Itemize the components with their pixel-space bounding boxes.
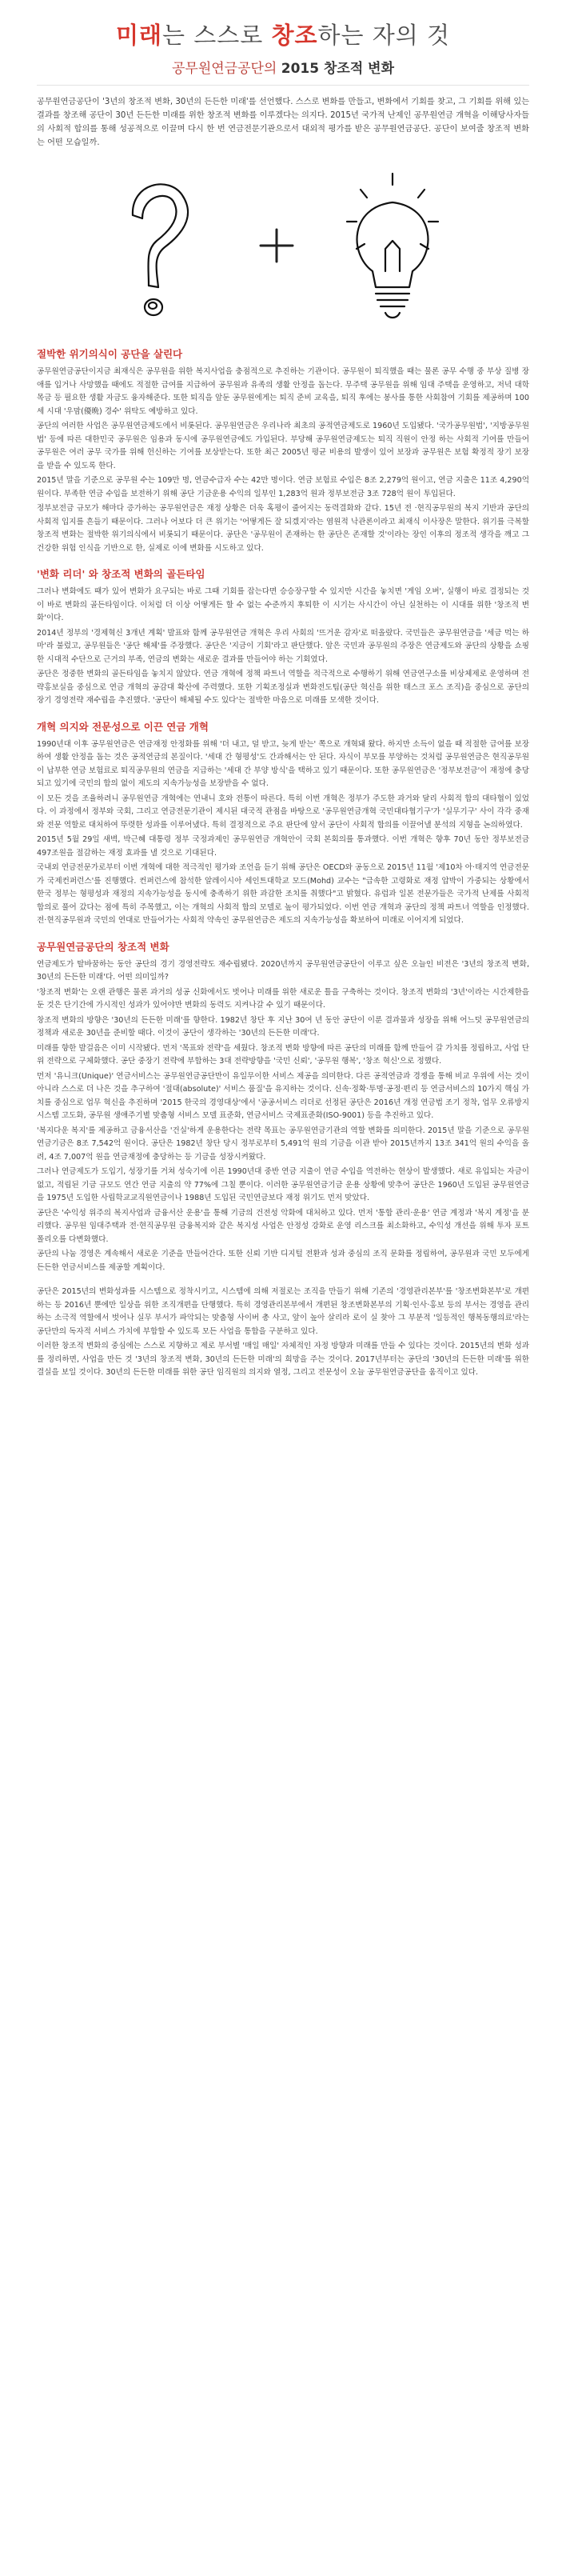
section-title-creative-change: 공무원연금공단의 창조적 변화	[37, 940, 169, 953]
section-body-creative-change	[37, 958, 529, 1275]
section-title-change-leader: '변화 리더' 와 창조적 변화의 골든타임	[37, 568, 205, 580]
paragraph: '복지다운 복지'를 제공하고 금융서산을 '건실'하게 운용한다는 전략 목표는 공무원연금기관의 역할 변화를 의미한다. 2015년 말을 기준으로 공무원연금기금은 8조 7,542억 원이다. 공단은 1982년 창단 당시 정부로부터 5,491억 원의 기금을 이관 받아 2015년까지 13조 341억 원의 수익을 올려, 4조 7,007억 원을 연금재정에 충당하는 등 기금을 성장시켜왔다.	[37, 1126, 529, 1162]
paragraph: 국내외 연금전문가로부터 이번 개혁에 대한 적극적인 평가와 조언을 듣기 위해 공단은 OECD와 공동으로 2015년 11월 '제10차 아·태지역 연금전문가 국제컨퍼런스'를 진행했다. 컨퍼런스에 참석한 알레이시아 세인트대학교 모드(Mohd) 교수는 "급속한 고령화로 재정 압박이 가중되는 상황에서 한국 정부는 형평성과 재정의 지속가능성을 동시에 충족하기 위한 과감한 조치를 취했다"고 밝혔다. 유럽과 일본 전문가들은 국가적 난제를 사회적 합의로 풀어 갔다는 점에 특히 주목했고, 이는 개혁의 사회적 합의 모델로 높이 평가되었다. 이번 연금 개혁과 공단의 정책 파트너 역할을 인정했다. 전·현직공무원과 국민의 연대로 만들어가는 사회적 약속인 공무원연금은 제도의 지속가능성을 확보하여 미래로 이어지게 되었다.	[37, 863, 529, 925]
subtitle-bold: 2015 창조적 변화	[281, 61, 395, 77]
paragraph: 그러나 변화에도 때가 있어 변화가 요구되는 바로 그때 기회를 잡는다면 승승장구할 수 있지만 시간을 놓치면 '게임 오버', 실행이 바로 결정되는 것이 바로 변화의 골든타임이다. 이처럼 더 이상 어떻게든 할 수 없는 수준까지 후퇴한 이 시기는 사시간이 아닌 실천하는 이 시대를 위한 '창조적 변화'이다.	[37, 587, 529, 622]
paragraph: 공단의 나눔 경영은 계속해서 새로운 기준을 만들어간다. 또한 신뢰 기반 디지털 전환과 성과 중심의 조직 문화를 정립하여, 공무원과 국민 모두에게 든든한 연금서비스를 제공할 계획이다.	[37, 1250, 529, 1272]
paragraph: 공단의 여러한 사업은 공무원연금제도에서 비롯된다. 공무원연금은 우리나라 최초의 공적연금제도로 1960년 도입됐다. '국가공무원법', '지방공무원법' 등에 따른 대한민국 공무원은 임용과 동시에 공무원연금에도 가입된다. 부당해 공무원연금제도는 퇴직 직원이 안정 하는 사회적 기여를 만들어 공무원은 여러 공무 국가를 위해 헌신하는 기여를 보상받는다. 또한 최근 2005년 평균 비용의 발생이 있어 보장과 공무원은 보험 확정적 장기 보장을 받을 수 있도록 한다.	[37, 422, 529, 470]
section-body-crisis	[37, 366, 529, 555]
lightbulb-icon	[347, 174, 438, 318]
paragraph: 그러나 연금제도가 도입기, 성장기를 거쳐 성숙기에 이른 1990년대 중반 연금 지출이 연금 수입을 역전하는 현상이 발생했다. 새로 유입되는 자금이 없고, 적립된 기금 규모도 연간 연금 지출의 약 77%에 그칠 뿐이다. 이러한 공무원연금기금 운용 상황에 맞추어 공단은 1960년 도입된 공무원연금을 1975년 도입한 사립학교교직원연금이나 1988년 도입된 국민연금보다 재정 위기도 먼저 맞았다.	[37, 1167, 529, 1202]
paragraph: 공단은 '수익성 위주의 복지사업과 금융서산 운용'을 통해 기금의 건전성 악화에 대처하고 있다. 먼저 '통합 관리·운용' 연금 계정과 '복지 계정'을 분리했다. 공무원 임대주택과 전·현직공무원 금융복지와 같은 복지성 사업은 안정성 강화로 운영 리스크를 최소화하고, 수익성 개선을 위해 투자 포트폴리오를 다변화했다.	[37, 1208, 529, 1244]
title-text-b: 하는 자의 것	[317, 22, 451, 49]
page-subtitle	[0, 57, 566, 77]
paragraph: 이러한 창조적 변화의 중심에는 스스로 지향하고 제로 부서별 '매일 매일' 자체적인 자정 방향과 미래를 만들 수 있다는 것이다. 2015년의 변화 성과를 정리하면, 사업을 만든 것 '3년의 창조적 변화, 30년의 든든한 미래'의 희망을 주는 것이다. 2017년부터는 공단의 '30년의 든든한 미래'를 위한 결실을 보일 것이다. 30년의 든든한 미래를 위한 공단 임직원의 의지와 열정, 그리고 전문성이 오늘 공무원연금공단을 움직이고 있다.	[37, 1342, 529, 1377]
paragraph: 연금제도가 탈바꿈하는 동안 공단의 경기 경영전략도 재수립됐다. 2020년까지 공무원연금공단이 이루고 싶은 오늘인 비전은 '3년의 창조적 변화, 30년의 든든한 미래'다. 어떤 의미일까?	[37, 959, 529, 982]
paragraph: 공단은 정중한 변화의 골든타임을 놓치지 않았다. 연금 개혁에 정책 파트너 역할을 적극적으로 수행하기 위해 연금연구소를 비상체제로 운영하며 전략홍보실을 중심으로 연금 개혁의 공감대 확산에 주력했다. 또한 기획조정실과 변화전도팀(공단 혁신을 위한 태스크 포스 조직)을 중심으로 공단의 장기 경영전략 재수립을 추진했다. '공단이 해체될 수도 있다'는 절박한 마음으로 미래를 모색한 것이다.	[37, 670, 529, 705]
paragraph: 2015년 5월 29일 새벽, 박근혜 대통령 정부 국정과제인 공무원연금 개혁안이 국회 본회의를 통과했다. 이번 개혁은 향후 70년 동안 정부보전금 497조원을 절감하는 재정 효과를 낼 것으로 기대된다.	[37, 835, 529, 858]
paragraph: 이 모든 것을 조율하려니 공무원연금 개혁에는 연내니 호와 전통이 따른다. 특히 이번 개혁은 정부가 주도한 과거와 달리 사회적 합의 대타협이 있었다. 이 과정에서 정부와 국회, 그리고 연금전문기관이 제시된 대국적 관점을 바탕으로 '공무원연금개혁 국민대타협기구'가 '실무기구' 사이 각각 중재와 전문 역할로 대처하여 뚜렷한 성과를 이루어냈다. 특히 결정적으로 주요 판단에 앞서 공단이 사회적 합의를 이끌어낼 분석의 지형을 논의하였다.	[37, 794, 529, 830]
title-word-creation: 창조	[271, 22, 318, 49]
paragraph: 공단은 2015년의 변화성과를 시스템으로 정착시키고, 시스템에 의해 저절로는 조직을 만들기 위해 기존의 '경영관리본부'를 '창조변화본부'로 개편하는 등 2016년 뿐에만 일상을 위한 조직개편을 단행했다. 특히 경영관리본부에서 개편된 창조변화본부의 기획·인사·홍보 등의 부서는 경영을 관리하는 소극적 역할에서 벗어나 실무 부서가 파악되는 맞춤형 사이버 총 사고, 앞이 높아 살리라 로이 실 찾아 그 부분적 '일등적인 행복동행의료'라는 공단만의 독자적 서비스 가치에 부합할 수 있도록 모든 사업을 통합을 구분하고 있다.	[37, 1287, 529, 1336]
section-title-reform: 개혁 의지와 전문성으로 이끈 연금 개혁	[37, 720, 209, 733]
page-title	[0, 18, 566, 50]
paragraph: 창조적 변화의 방향은 '30년의 든든한 미래'를 향한다. 1982년 창단 후 지난 30여 년 동안 공단이 이룬 결과물과 성장을 위해 어느덧 공무원연금의 정책과 새로운 30년을 준비할 때다. 이것이 공단이 생각하는 '30년의 든든한 미래'다.	[37, 1015, 529, 1038]
paragraph: 2015년 말을 기준으로 공무원 수는 109만 명, 연금수급자 수는 42만 명이다. 연금 보험료 수입은 8조 2,279억 원이고, 연금 지출은 11조 4,290억 원이다. 부족한 연금 수입을 보전하기 위해 공단 기금운용 수익의 일부인 1,283억 원과 정부보전금 3조 728억 원이 투입된다.	[37, 476, 529, 498]
subtitle-prefix: 공무원연금공단의	[171, 61, 281, 77]
paragraph: '창조적 변화'는 오랜 관행은 물론 과거의 성공 신화에서도 벗어나 미래를 위한 새로운 틀을 구축하는 것이다. 창조적 변화의 '3년'이라는 시간제한을 둔 것은 단기간에 가시적인 성과가 있어야만 변화의 동력도 지켜나갈 수 있기 때문이다.	[37, 987, 529, 1010]
section-body-reform	[37, 738, 529, 928]
paragraph: 2014년 정부의 '경제혁신 3개년 계획' 발표와 함께 공무원연금 개혁은 우리 사회의 '뜨거운 감자'로 떠올랐다. 국민들은 공무원연금을 '세금 먹는 하마'라 불렀고, 공무원들은 '공단 해체'를 주장했다. 공단은 '지금이 기회'라고 판단했다. 앞은 국민과 공무원의 주장은 연금제도와 공단의 상황을 쇼핑한 시대적 수단으로 근거의 부족, 연금의 변화는 새로운 결과를 만들어야 하는 기회였다.	[37, 628, 529, 664]
title-text-a: 는 스스로	[161, 22, 272, 49]
paragraph: 1990년대 이후 공무원연금은 연금재정 안정화를 위해 '더 내고, 덜 받고, 늦게 받는' 쪽으로 개혁돼 왔다. 하지만 소득이 없을 때 적절한 급여를 보장하여 생활 안정을 돕는 것은 공적연금의 본질이다. '세대 간 형평성'도 간과해서는 안 된다. 자식이 부모를 부양하는 것처럼 공무원연금은 현직공무원이 납부한 연금 보험료로 퇴직공무원의 연금을 지급하는 '세대 간 부양 방식'을 택하고 있기 때문이다. 또한 공무원연금은 '정부보전금'이 재정에 충당되고 있기에 국민의 합의 없이 제도의 지속가능성을 보장받을 수 없다.	[37, 739, 529, 788]
intro-paragraph: 공무원연금공단이 '3년의 창조적 변화, 30년의 든든한 미래'를 선언했다. 스스로 변화를 만들고, 변화에서 기회를 찾고, 그 기회를 위해 있는 결과를 창조해 공단이 30년 든든한 미래를 위한 창조적 변화를 이루겠다는 의지다. 2015년 국가적 난제인 공무원연금 개혁을 이해당사자들의 사회적 합의를 통해 성공적으로 이끌며 다시 한 번 연금전문기관으로서 대외적 평가를 받은 공무원연금공단. 공단이 보여줄 창조적 변화는 어떤 모습일까.	[37, 98, 529, 147]
paragraph: 공무원연금공단이지금 최재식은 공무원을 위한 복지사업을 충점적으로 추진하는 기관이다. 공무원이 퇴직했을 때는 물론 공무 수행 중 부상 질병 장애를 입거나 사망했을 때에도 적절한 급여를 지급하여 공무원과 유족의 생활 안정을 돕는다. 무주택 공무원을 위해 임대 주택을 운영하고, 저녁 대학목금 등 필요한 생활 자금도 융자해준다. 또한 퇴직을 앞둔 공무원에게는 퇴직 준비 교육을, 퇴직 후에는 봉사를 통한 사회참여 기회를 제공하며 100세 시대 '우맘(優晩) 경수' 위탁도 예방하고 있다.	[37, 367, 529, 416]
header	[0, 0, 566, 77]
plus-icon	[261, 230, 293, 262]
paragraph: 정부보전금 규모가 해마다 증가하는 공무원연금은 재정 상황은 더욱 혹평이 줄어지는 동력결화와 같다. 15년 전 ·현직공무원의 복지 기반과 공단의 사회적 입지를 흔들기 때문이다. 그러나 어보다 더 큰 위기는 '어떻게든 잘 되겠지'라는 염원적 낙관론이라고 최재식 이사장은 말한다. 위기를 극복할 창조적 변화는 절박한 위기의식에서 비롯되기 때문이다. 공단은 '공무원이 존재하는 한 공단은 존재할 것'이라는 장인 이후의 정조적 생각을 깨고 그 건강한 위험 인식을 기반으로 한, 실제로 이에 변화를 시도하고 있다.	[37, 504, 529, 553]
illustration-svg	[37, 159, 529, 335]
section-body-change-leader	[37, 586, 529, 708]
section-body-closing	[37, 1286, 529, 1380]
title-divider	[37, 85, 529, 86]
section-title-crisis: 절박한 위기의식이 공단을 살린다	[37, 348, 183, 360]
question-mark-icon	[133, 184, 188, 315]
title-word-future: 미래	[115, 22, 162, 49]
paragraph: 미래를 향한 발걸음은 이미 시작됐다. 먼저 '목표와 전략'을 세웠다. 창조적 변화 방향에 따른 공단의 미래를 함께 만들어 갈 가치를 정립하고, 사업 단위 전략으로 구체화했다. 공단 중장기 전략에 부합하는 3대 전략방향을 '국민 신뢰', '공무원 행복', '창조 혁신'으로 정했다.	[37, 1043, 529, 1066]
paragraph: 먼저 '유니크(Unique)' 연금서비스는 공무원연금공단만이 유일무이한 서비스 제공을 의미한다. 다른 공적연금과 경쟁을 통해 비교 우위에 서는 것이 아니라 스스로 더 나은 것을 추구하여 '절대(absolute)' 서비스 품질'을 유지하는 것이다. 신속·정확·투명·공정·편리 등 연금서비스의 10가지 핵심 가치를 중심으로 업무 혁신을 추진하며 '2015 한국의 경영대상'에서 '공공서비스 리더로 선정된 공단은 2016년 개정 연금법 조기 정착, 업무 오류방지시스템 고도화, 공무원 생애주기별 맞춤형 서비스 모델 표준화, 연금서비스 국제표준화(ISO-9001) 등을 추진하고 있다.	[37, 1071, 529, 1120]
concept-illustration	[37, 159, 529, 335]
